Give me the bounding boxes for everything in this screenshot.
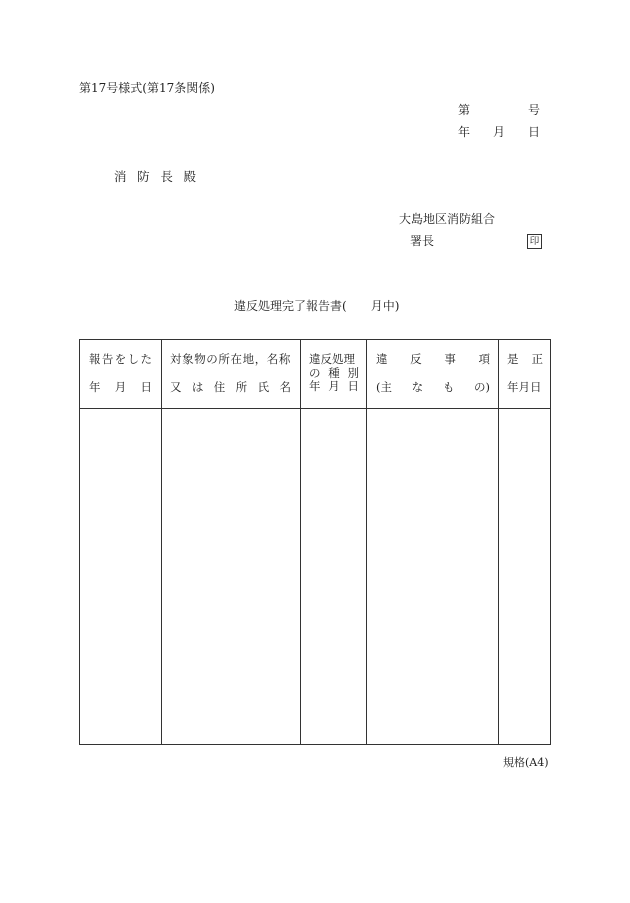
header-char: 年 (309, 379, 321, 393)
header-char: し (127, 352, 140, 366)
date-line (458, 126, 540, 138)
header-violation-type-line2 (309, 365, 359, 380)
column-divider (366, 340, 367, 744)
doc-number-prefix: 第 (458, 103, 471, 117)
header-char: 告 (101, 352, 114, 366)
report-title-main: 違反処理完了報告書( (234, 299, 347, 313)
header-char: も (442, 379, 455, 394)
column-divider (498, 340, 499, 744)
header-char: た (140, 352, 152, 366)
header-report-date-line2 (89, 379, 152, 394)
header-violation-type-line1: 違反処理 (309, 352, 355, 366)
header-char: の) (473, 379, 490, 394)
header-char: 反 (410, 352, 422, 366)
header-char: を (114, 352, 127, 366)
addressee-char: 防 (137, 169, 150, 184)
header-violation-type-line3 (309, 381, 359, 393)
header-char: 日 (347, 379, 359, 393)
header-char: 種 (328, 365, 340, 380)
header-char: 名 (279, 379, 291, 394)
header-char: 正 (531, 352, 543, 366)
date-month: 月 (492, 125, 505, 139)
paper-size-label: 規格(A4) (503, 756, 549, 769)
header-char: 年 (89, 379, 101, 394)
report-table (79, 339, 551, 745)
header-char: 違 (376, 352, 388, 366)
header-char: 項 (478, 352, 490, 366)
addressee-char: 消 (114, 169, 127, 184)
header-report-date-line1 (89, 354, 152, 366)
header-char: 月 (328, 379, 340, 393)
header-char: の (309, 365, 321, 380)
header-char: は (191, 379, 204, 394)
header-char: 月 (114, 379, 127, 394)
date-day: 日 (527, 125, 540, 139)
header-divider (80, 408, 550, 409)
header-violation-items-line1 (376, 354, 490, 366)
form-number: 第17号様式(第17条関係) (79, 81, 215, 95)
date-year: 年 (458, 125, 471, 139)
doc-number-suffix: 号 (527, 103, 540, 117)
header-violation-items (376, 354, 490, 393)
report-title (234, 300, 399, 312)
seal-stamp-box: 印 (527, 234, 542, 249)
document-number-line (458, 104, 540, 116)
sender-organization: 大島地区消防組合 (399, 212, 496, 226)
header-char: 日 (140, 379, 152, 394)
header-correction-line1 (507, 354, 543, 366)
header-report-date (89, 354, 152, 393)
sender-title: 署長 (410, 234, 435, 248)
header-violation-type (309, 354, 359, 393)
header-char: 氏 (257, 379, 270, 394)
header-location-line1: 対象物の所在地，名称 (170, 352, 291, 366)
column-divider (161, 340, 162, 744)
header-char: な (411, 379, 424, 394)
header-correction-line2: 年月日 (507, 379, 542, 394)
report-title-month-suffix: 月中) (370, 299, 400, 313)
header-char: 報 (89, 352, 101, 366)
header-char: 住 (213, 379, 226, 394)
header-char: 又 (170, 379, 182, 394)
addressee-char: 殿 (183, 169, 196, 184)
header-char: (主 (376, 379, 392, 394)
header-char: 事 (444, 352, 456, 366)
header-char: 是 (507, 352, 519, 366)
addressee-char: 長 (160, 169, 173, 184)
header-char: 所 (235, 379, 248, 394)
header-location-name (170, 354, 291, 393)
header-char: 別 (347, 365, 359, 380)
header-violation-items-line2 (376, 379, 490, 394)
header-location-line2 (170, 379, 291, 394)
column-divider (300, 340, 301, 744)
addressee (114, 171, 196, 184)
header-correction-date (507, 354, 543, 393)
